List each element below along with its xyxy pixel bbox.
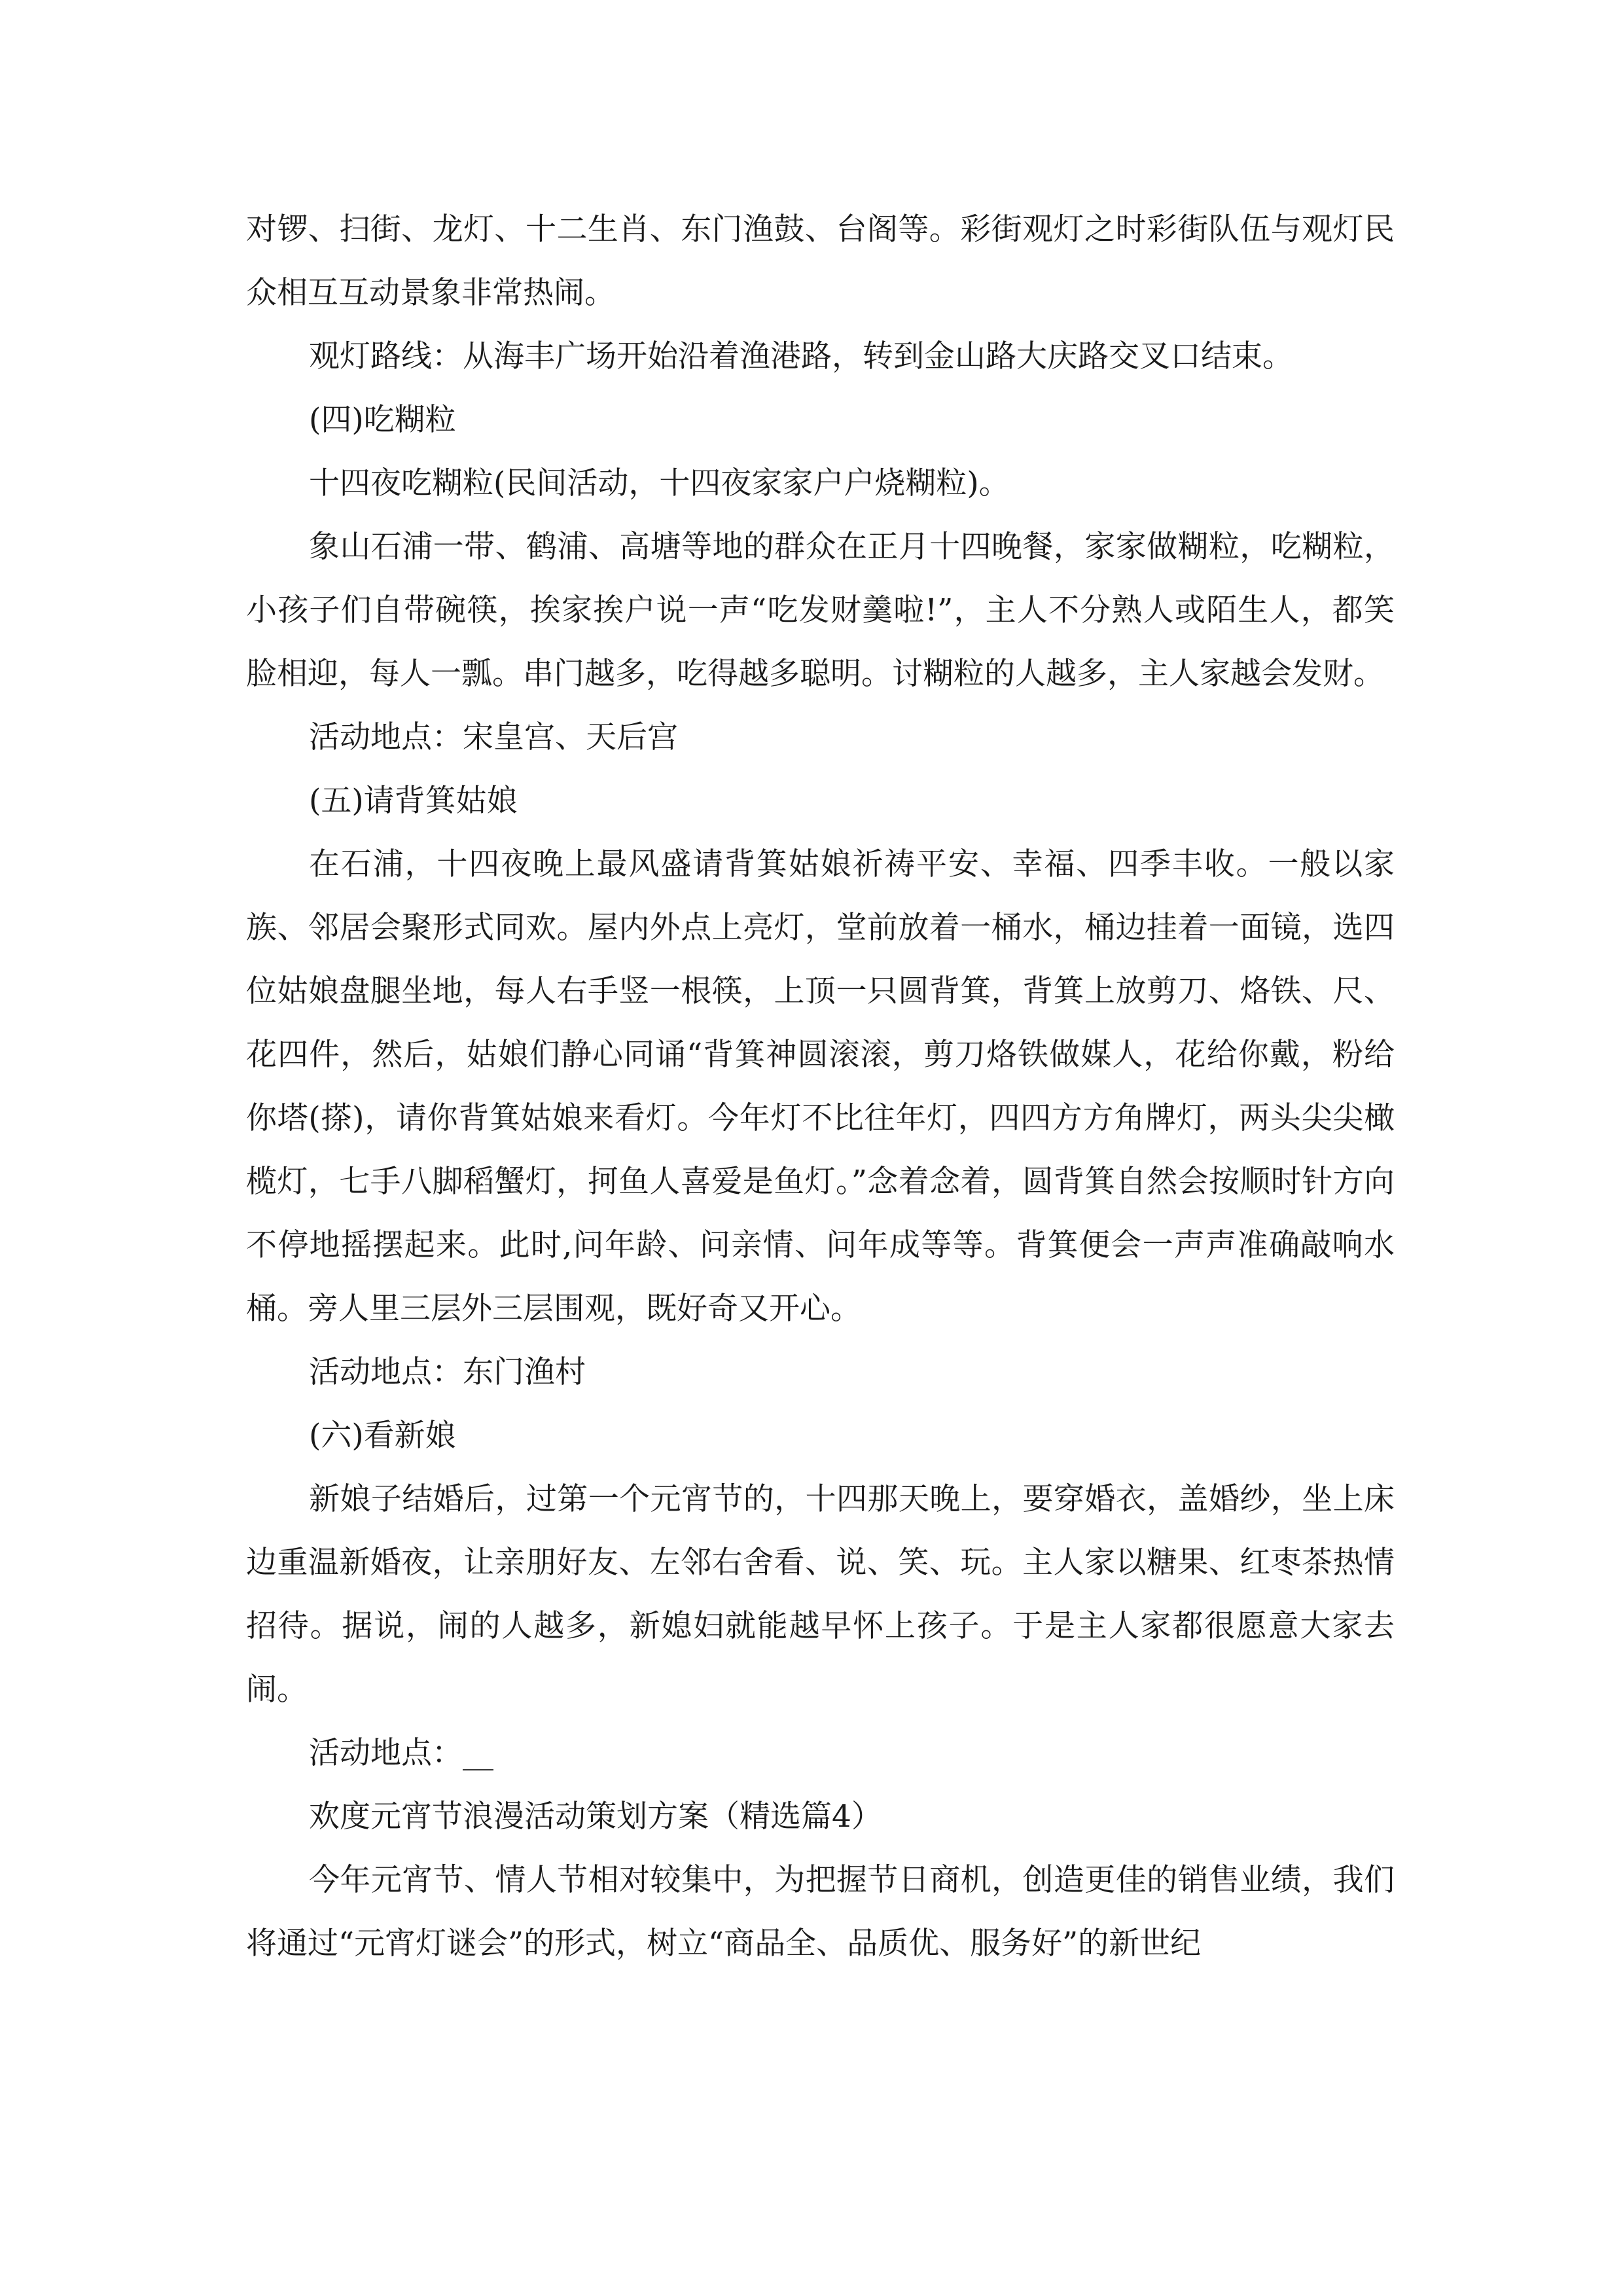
- document-body: [246, 198, 1395, 1975]
- paragraph-location: 活动地点：__: [309, 1735, 493, 1771]
- paragraph-body: 新娘子结婚后，过第一个元宵节的，十四那天晚上，要穿婚衣，盖婚纱，坐上床边重温新婚夜，让亲朋好友、左邻右舍看、说、笑、玩。主人家以糖果、红枣茶热情招待。据说，闹的人越多，新媳妇就能越早怀上孩子。于是主人家都很愿意大家去闹。: [246, 1481, 1395, 1708]
- paragraph-subtitle: 十四夜吃糊粒(民间活动，十四夜家家户户烧糊粒)。: [309, 465, 1010, 501]
- section-heading-6: (六)看新娘: [309, 1418, 456, 1454]
- paragraph-continuation: 对锣、扫街、龙灯、十二生肖、东门渔鼓、台阁等。彩街观灯之时彩街队伍与观灯民众相互互动景象非常热闹。: [246, 211, 1395, 311]
- paragraph-route: 观灯路线：从海丰广场开始沿着渔港路，转到金山路大庆路交叉口结束。: [309, 338, 1293, 374]
- paragraph-body: 今年元宵节、情人节相对较集中，为把握节日商机，创造更佳的销售业绩，我们将通过“元宵灯谜会”的形式，树立“商品全、品质优、服务好”的新世纪: [246, 1862, 1395, 1962]
- paragraph-body: 在石浦，十四夜晚上最风盛请背箕姑娘祈祷平安、幸福、四季丰收。一般以家族、邻居会聚形式同欢。屋内外点上亮灯，堂前放着一桶水，桶边挂着一面镜，选四位姑娘盘腿坐地，每人右手竖一根筷，上顶一只圆背箕，背箕上放剪刀、烙铁、尺、花四件，然后，姑娘们静心同诵“背箕神圆滚滚，剪刀烙铁做媒人，花给你戴，粉给你塔(搽)，请你背箕姑娘来看灯。今年灯不比往年灯，四四方方角牌灯，两头尖尖橄榄灯，七手八脚稻蟹灯，抲鱼人喜爱是鱼灯。”念着念着，圆背箕自然会按顺时针方向不停地摇摆起来。此时,问年龄、问亲情、问年成等等。背箕便会一声声准确敲响水桶。旁人里三层外三层围观，既好奇又开心。: [246, 846, 1395, 1327]
- paragraph-location: 活动地点：宋皇宫、天后宫: [309, 719, 678, 755]
- article-title: 欢度元宵节浪漫活动策划方案（精选篇4）: [309, 1799, 882, 1835]
- paragraph-body: 象山石浦一带、鹤浦、高塘等地的群众在正月十四晚餐，家家做糊粒，吃糊粒，小孩子们自带碗筷，挨家挨户说一声“吃发财羹啦!”，主人不分熟人或陌生人，都笑脸相迎，每人一瓢。串门越多，吃得越多聪明。讨糊粒的人越多，主人家越会发财。: [246, 529, 1395, 692]
- section-heading-5: (五)请背箕姑娘: [309, 783, 518, 819]
- section-heading-4: (四)吃糊粒: [309, 402, 456, 438]
- paragraph-location: 活动地点：东门渔村: [309, 1354, 586, 1390]
